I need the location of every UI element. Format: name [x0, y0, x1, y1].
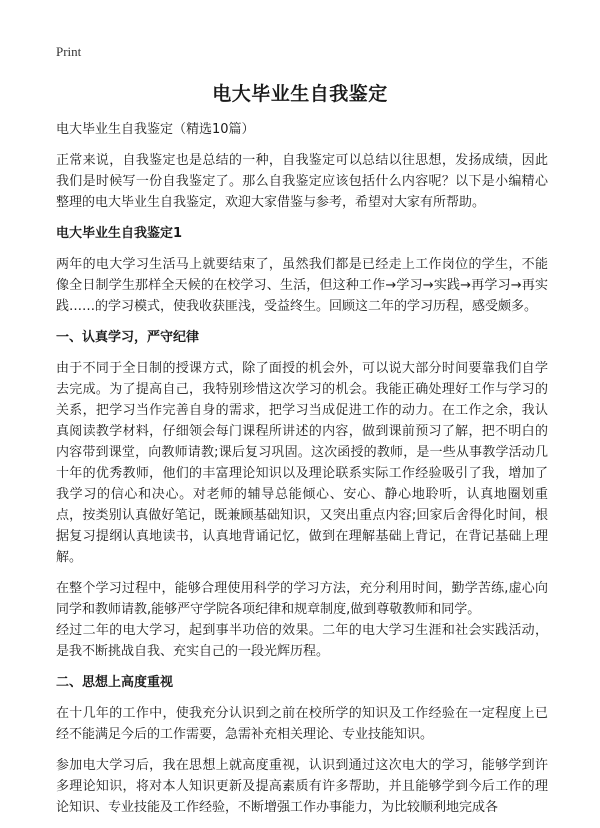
part-2-paragraph-1: 在十几年的工作中，使我充分认识到之前在校所学的知识及工作经验在一定程度上已经不能满足今后的工作需要，急需补充相关理论、专业技能知识。 — [56, 706, 548, 742]
part-1-paragraph-1: 由于不同于全日制的授课方式，除了面授的机会外，可以说大部分时间要靠我们自学去完成。为了提高自己，我特别珍惜这次学习的机会。我能正确处理好工作与学习的关系，把学习当作完善自身的需求，把学习当成促进工作的动力。在工作之余，我认真阅读教学材料，仔细领会每门课程所讲述的内容，做到课前预习了解，把不明白的内容带到课堂，向教师请教;课后复习巩固。这次函授的教师，是一些从事教学活动几十年的优秀教师，他们的丰富理论知识以及理论联系实际工作经验吸引了我，增加了我学习的信心和决心。对老师的辅导总能倾心、安心、静心地聆听，认真地圈划重点，按类别认真做好笔记，既兼顾基础知识，又突出重点内容;回家后舍得化时间，根据复习提纲认真地读书，认真地背诵记忆，做到在理解基础上背记，在背记基础上理解。 — [56, 361, 548, 565]
article-subtitle: 电大毕业生自我鉴定（精选10篇） — [56, 122, 255, 137]
intro-paragraph: 正常来说，自我鉴定也是总结的一种，自我鉴定可以总结以往思想，发扬成绩，因此我们是时候写一份自我鉴定了。那么自我鉴定应该包括什么内容呢？以下是小编精心整理的电大毕业生自我鉴定，欢迎大家借鉴与参考，希望对大家有所帮助。 — [56, 153, 548, 210]
part-1-paragraph-2a: 在整个学习过程中，能够合理使用科学的学习方法，充分利用时间，勤学苦练,虚心向同学和教师请教,能够严守学院各项纪律和规章制度,做到尊敬教师和同学。 — [56, 581, 548, 617]
section-heading-1: 电大毕业生自我鉴定1 — [56, 226, 183, 241]
article-body — [56, 119, 548, 828]
page-title: 电大毕业生自我鉴定 — [212, 83, 388, 105]
print-link[interactable]: Print — [56, 44, 82, 59]
part-1-heading: 一、认真学习，严守纪律 — [56, 330, 200, 345]
section-1-paragraph: 两年的电大学习生活马上就要结束了，虽然我们都是已经走上工作岗位的学生，不能像全日制学生那样全天候的在校学习、生活，但这种工作→学习→实践→再学习→再实践……的学习模式，使我收获匪浅，受益终生。回顾这二年的学习历程，感受颇多。 — [56, 257, 548, 314]
part-2-paragraph-2: 参加电大学习后，我在思想上就高度重视，认识到通过这次电大的学习，能够学到许多理论知识，将对本人知识更新及提高素质有许多帮助，并且能够学到今后工作的理论知识、专业技能及工作经验，不断增强工作办事能力，为比较顺利地完成各 — [56, 758, 548, 815]
part-2-heading: 二、思想上高度重视 — [56, 675, 174, 690]
part-1-paragraph-2b: 经过二年的电大学习，起到事半功倍的效果。二年的电大学习生涯和社会实践活动，是我不断挑战自我、充实自己的一段光辉历程。 — [56, 623, 548, 659]
